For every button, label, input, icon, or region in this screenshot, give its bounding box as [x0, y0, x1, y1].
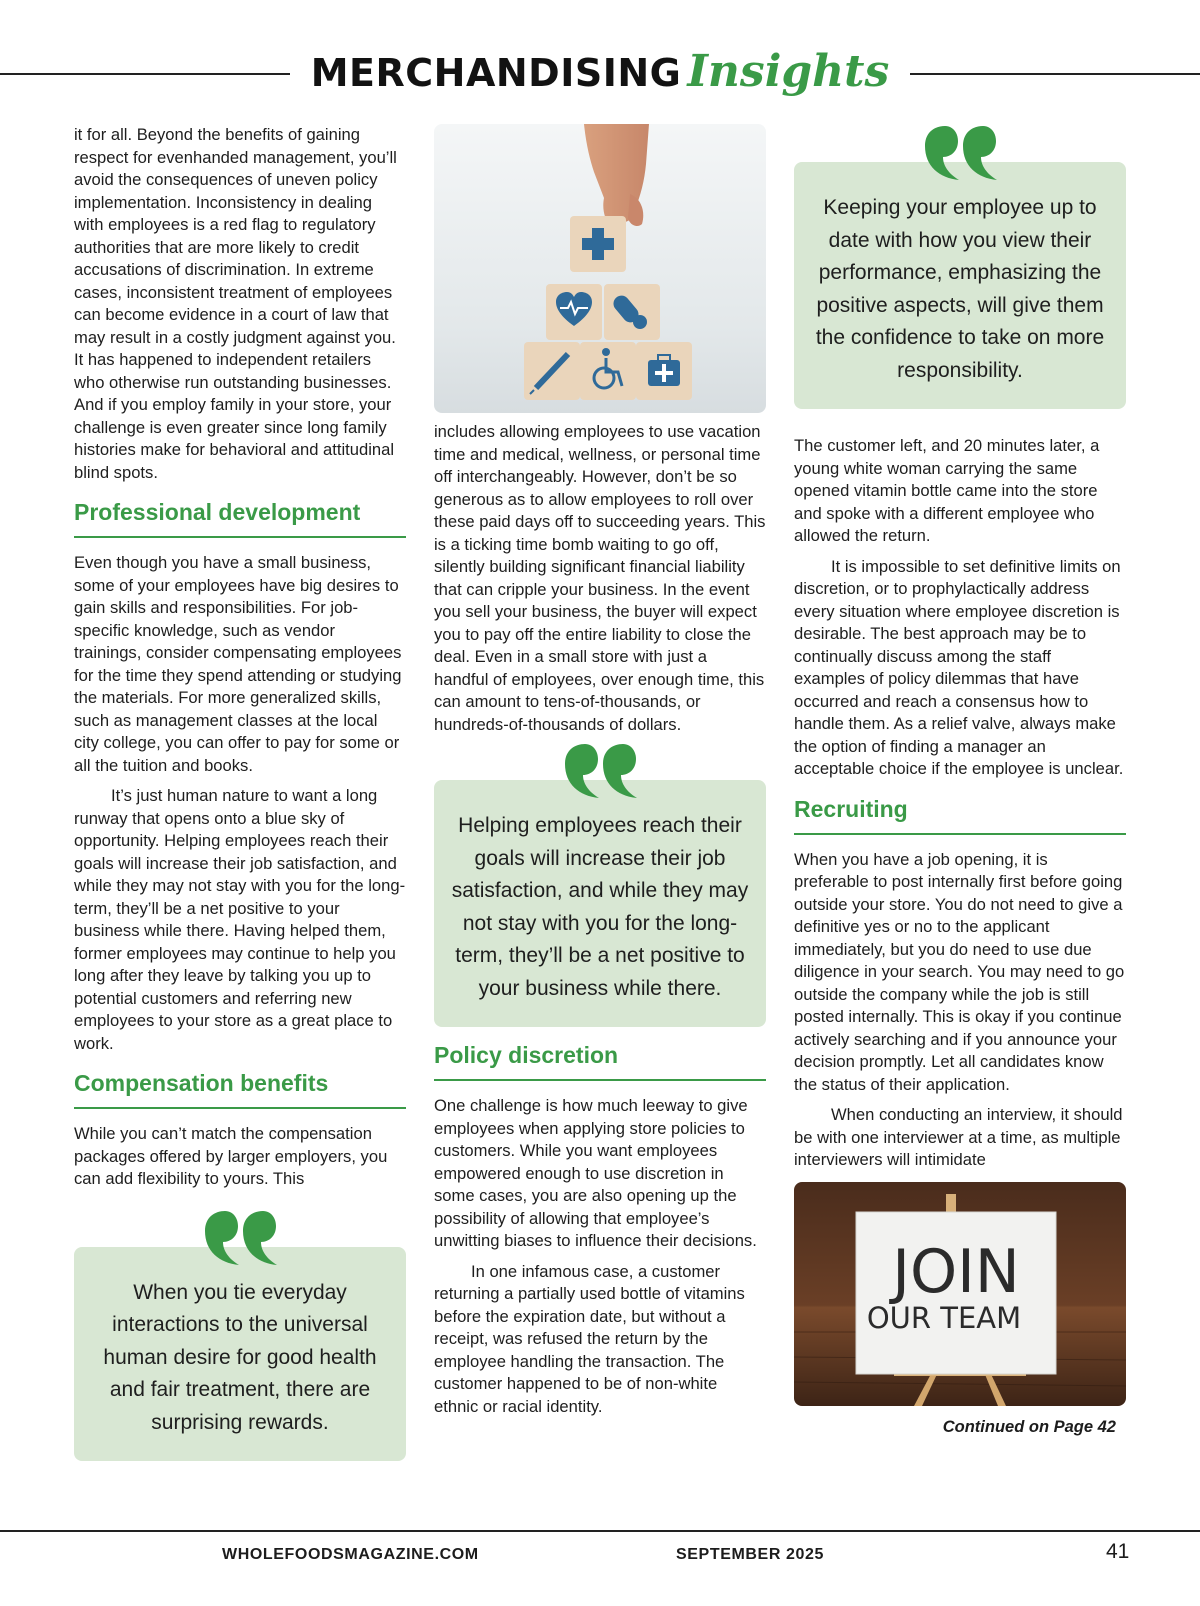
- column-3: [794, 124, 1126, 1437]
- body-paragraph: While you can’t match the compensation packages offered by larger employers, you can add flexibility to yours. This: [74, 1124, 388, 1188]
- page-number: 41: [1106, 1540, 1130, 1563]
- body-paragraph: In one infamous case, a customer returning a partially used bottle of vitamins before the expiration date, but without a receipt, was refused the return by the employee handling the transaction. The customer happened to be of non-white ethnic or racial identity.: [434, 1261, 745, 1416]
- body-paragraph: it for all. Beyond the benefits of gaining respect for evenhanded management, you’ll avoid the consequences of uneven policy implementation. Inconsistency in dealing with employees is a red flag to regulatory authorities that are more likely to credit accusations of discrimination. In extreme cases, inconsistent treatment of employees can become evidence in a court of law that may result in a costly judgment against you. It has happened to independent retailers who otherwise run outstanding businesses. And if you employ family in your store, your challenge is even greater since long family histories make for behavioral and attitudinal blind spots.: [74, 125, 397, 482]
- pull-quote: [794, 124, 1126, 409]
- block-first-aid-kit: [636, 342, 692, 400]
- pull-quote-text: Keeping your employee up to date with how you view their performance, emphasizing the positive aspects, will give them the confidence to take on more responsibility.: [794, 162, 1126, 409]
- block-pills: [604, 284, 660, 340]
- body-paragraph: When you have a job opening, it is preferable to post internally first before going outside your store. You do not need to give a definitive yes or no to the applicant immediately, but you do need to use due diligence in your search. You may need to go outside the company while the job is still posted internally. This is okay if you continue actively searching and if you announce your decision promptly. Let all candidates know the status of their application.: [794, 849, 1125, 1094]
- column-1: [74, 124, 406, 1461]
- sign-text-our-team: OUR TEAM: [866, 1300, 1022, 1335]
- header-rule-left: [0, 73, 290, 75]
- header-rule-right: [910, 73, 1200, 75]
- section-subtitle: Insights: [687, 46, 890, 97]
- footer-issue-date: SEPTEMBER 2025: [676, 1546, 825, 1563]
- sign-text-join: JOIN: [892, 1236, 1020, 1307]
- quote-mark-icon: [201, 1209, 279, 1269]
- column-2: [434, 124, 766, 1418]
- block-heart: [546, 284, 602, 340]
- health-blocks-photo: [434, 124, 766, 413]
- footer-website: WHOLEFOODSMAGAZINE.COM: [222, 1546, 479, 1563]
- pull-quote: [74, 1209, 406, 1462]
- continued-on-page-note: Continued on Page 42: [942, 1417, 1116, 1436]
- heading-policy-discretion: Policy discretion: [434, 1041, 766, 1081]
- body-paragraph: When conducting an interview, it should be with one interviewer at a time, as multiple interviewers will intimidate: [794, 1105, 1123, 1169]
- pull-quote: [434, 742, 766, 1027]
- body-paragraph: includes allowing employees to use vacation time and medical, wellness, or personal time off interchangeably. However, don’t be so generous as to allow employees to roll over these paid days off to succeeding years. This is a ticking time bomb waiting to go off, silently building significant financial liability that can cripple your business. In the event you sell your business, the buyer will expect you to pay off the entire liability to close the deal. Even in a small store with just a handful of employees, over enough time, this can amount to tens-of-thousands, or hundreds-of-thousands of dollars.: [434, 422, 766, 734]
- body-paragraph: One challenge is how much leeway to give employees when applying store policies to customers. While you want employees empowered enough to use discretion in some cases, you are also opening up the possibility of allowing that employee’s unwitting biases to influence their decisions.: [434, 1096, 757, 1250]
- pull-quote-text: Helping employees reach their goals will increase their job satisfaction, and while they may not stay with you for the long-term, they’ll be a net positive to your business while there.: [434, 780, 766, 1027]
- body-paragraph: It’s just human nature to want a long runway that opens onto a blue sky of opportunity. Helping employees reach their goals will increase their job satisfaction, and while they may not stay with you for the long-term, they’ll be a net positive to your business while there. Having helped them, former employees may continue to help you long after they leave by talking you up to potential customers and referring new employees to your store as a great place to work.: [74, 786, 406, 1053]
- body-paragraph: It is impossible to set definitive limits on discretion, or to prophylactically address every situation where employee discretion is desirable. The best approach may be to continually discuss among the staff examples of policy dilemmas that have occurred and reach a consensus how to handle them. As a relief valve, always make the option of finding a manager an acceptable choice if the employee is unclear.: [794, 556, 1124, 778]
- block-wheelchair: [580, 342, 636, 400]
- heading-compensation-benefits: Compensation benefits: [74, 1069, 406, 1109]
- quote-mark-icon: [561, 742, 639, 802]
- footer-rule: [0, 1530, 1200, 1532]
- heading-professional-development: Professional development: [74, 498, 406, 538]
- body-paragraph: The customer left, and 20 minutes later, a young white woman carrying the same opened vitamin bottle came into the store and spoke with a different employee who allowed the return.: [794, 436, 1100, 545]
- heading-recruiting: Recruiting: [794, 795, 1126, 835]
- block-syringe: [524, 342, 580, 400]
- block-medical-cross: [570, 216, 626, 272]
- quote-mark-icon: [921, 124, 999, 184]
- pull-quote-text: When you tie everyday interactions to the universal human desire for good health and fair treatment, there are surprising rewards.: [74, 1247, 406, 1462]
- body-paragraph: Even though you have a small business, some of your employees have big desires to gain skills and responsibilities. For job-specific knowledge, such as vendor trainings, consider compensating employees for the time they spend attending or studying the materials. For more generalized skills, such as management classes at the local city college, you can offer to pay for some or all the tuition and books.: [74, 553, 402, 775]
- section-header: [290, 44, 910, 110]
- section-title: MERCHANDISING: [310, 51, 682, 95]
- join-our-team-photo: [794, 1182, 1126, 1406]
